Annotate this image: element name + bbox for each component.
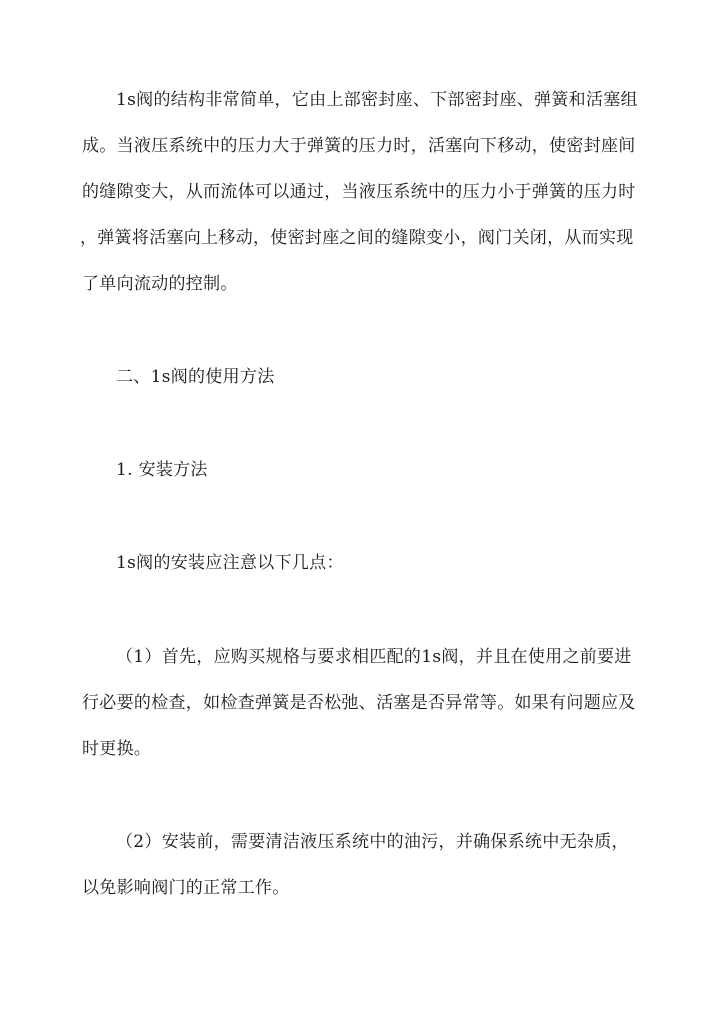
item-2-line-1: （2）安装前，需要清洁液压系统中的油污，并确保系统中无杂质，	[116, 832, 629, 852]
structure-line-5: 了单向流动的控制。	[82, 274, 238, 294]
item-1-line-1: （1）首先，应购买规格与要求相匹配的1s阀，并且在使用之前要进	[116, 647, 632, 667]
section-heading: 二、1s阀的使用方法	[116, 367, 275, 387]
item-1-line-2: 行必要的检查，如检查弹簧是否松弛、活塞是否异常等。如果有问题应及	[82, 693, 636, 713]
intro-line: 1s阀的安装应注意以下几点：	[116, 553, 344, 573]
structure-line-1: 1s阀的结构非常简单，它由上部密封座、下部密封座、弹簧和活塞组	[116, 90, 638, 110]
structure-line-3: 的缝隙变大，从而流体可以通过，当液压系统中的压力小于弹簧的压力时	[82, 182, 636, 202]
structure-line-4: ，弹簧将活塞向上移动，使密封座之间的缝隙变小，阀门关闭，从而实现	[80, 228, 634, 248]
subsection-heading: 1. 安装方法	[116, 460, 208, 480]
item-1-line-3: 时更换。	[82, 739, 152, 759]
item-2-line-2: 以免影响阀门的正常工作。	[82, 878, 290, 898]
structure-line-2: 成。当液压系统中的压力大于弹簧的压力时，活塞向下移动，使密封座间	[82, 136, 636, 156]
